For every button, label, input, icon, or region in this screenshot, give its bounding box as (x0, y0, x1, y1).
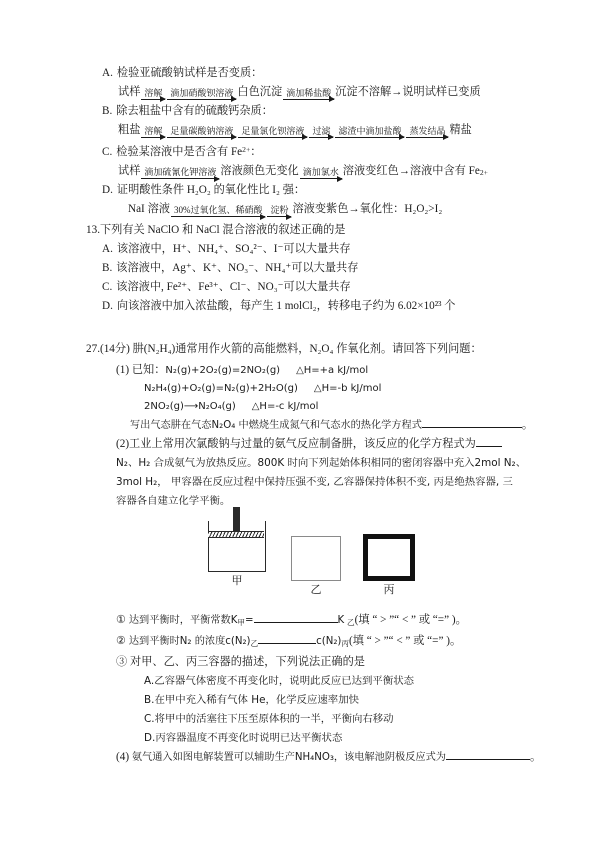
piston-plate-icon (208, 531, 264, 538)
option-text: 在甲中充入稀有气体 He，化学反应速率加快 (154, 694, 359, 707)
option-c-stem (88, 140, 512, 162)
answer-blank[interactable] (258, 643, 316, 644)
sub-3-marker: ③ (116, 656, 128, 669)
equation-row-2 (88, 380, 512, 398)
sub-3-text: 对甲、乙、丙三容器的描述，下列说法正确的是 (130, 656, 365, 669)
sub-3-option-d (88, 729, 512, 748)
option-label: A. (102, 243, 113, 256)
flow-start: 粗盐 (118, 124, 141, 136)
enthalpy-3: △H=-c kJ/mol (251, 401, 319, 413)
option-text: 乙容器气体密度不再变化时，说明此反应已达到平衡状态 (154, 675, 414, 688)
flow-conclusion: 溶液变红色→溶液中含有 Fe (342, 165, 480, 178)
flow-conclusion-charge: 2+ (479, 168, 488, 178)
part-1-prompt: 写出气态肼在气态N₂O₄ 中燃烧生成氮气和气态水的热化学方程式 (130, 420, 422, 432)
answer-blank[interactable] (446, 759, 530, 760)
part-1-prompt-row (88, 416, 534, 435)
page-content (86, 64, 542, 767)
arrow-line (141, 99, 165, 100)
vessel-bing-label: 丙 (383, 584, 395, 597)
equation-3: 2NO₂(g)⟶N₂O₄(g) (144, 401, 236, 413)
enthalpy-1: △H=+a kJ/mol (296, 365, 369, 377)
option-label: C. (144, 713, 155, 726)
answer-blank[interactable] (422, 427, 522, 428)
sub-1-vessel-2: 乙 (347, 618, 355, 628)
sub-2-pre: 达到平衡时N₂ 的浓度c(N₂) (128, 636, 251, 648)
flow-arrow-3 (238, 126, 307, 138)
option-label: D. (102, 300, 113, 313)
sub-2-post: c(N₂) (316, 636, 342, 648)
question-13-stem (86, 221, 512, 240)
option-d-flow (88, 201, 512, 219)
option-a-flow (88, 84, 512, 102)
flow-start: 试样 (118, 165, 141, 178)
question-13-number: 13. (86, 224, 100, 237)
option-text: 丙容器温度不再变化时说明已达平衡状态 (155, 732, 343, 745)
arrow-line (283, 99, 334, 100)
part-3-sub-2 (88, 632, 512, 653)
question-27-score: (14分) (99, 343, 130, 356)
option-b-flow (88, 122, 512, 140)
vessel-diagram (208, 521, 438, 607)
option-a-stem (88, 64, 512, 83)
arrow-line (309, 137, 333, 138)
question-13-option-a (88, 240, 512, 259)
option-c-flow (88, 163, 512, 181)
flow-arrow-2 (167, 126, 236, 138)
option-d-text: 证明酸性条件 H₂O₂ 的氧化性比 I₂ 强： (116, 184, 306, 197)
option-label: B. (144, 694, 155, 707)
flow-condition: 足量氯化钡溶液 (241, 126, 305, 136)
option-text: 该溶液中，Ag⁺、K⁺、NO₃⁻、NH₄⁺可以大量共存 (116, 262, 359, 275)
sub-2-marker: ② (116, 635, 127, 648)
part-2-row (88, 435, 512, 454)
equation-2: N₂H₄(g)+O₂(g)=N₂(g)+2H₂O(g) (144, 383, 298, 395)
part-4-text: 氨气通入如图电解装置可以辅助生产NH₄NO₃，该电解池阴极反应式为 (131, 752, 446, 764)
option-d-stem (88, 181, 512, 200)
flow-arrow-2 (267, 205, 291, 217)
thin-wall-box-icon (291, 536, 341, 581)
flow-start: 试样 (118, 86, 141, 98)
vessel-jia-label: 甲 (231, 575, 243, 588)
arrow-line (171, 216, 266, 217)
sub-1-pre: 达到平衡时，平衡常数K (128, 615, 238, 627)
vessel-jia (208, 521, 266, 588)
part-1-label-row (88, 361, 512, 380)
vessel-bing (363, 534, 415, 597)
flow-arrow-1 (141, 126, 165, 138)
part-1-label: 已知： (131, 364, 166, 377)
sub-1-marker: ① (116, 614, 127, 627)
arrow-line (167, 99, 236, 100)
sub-1-tail: (填 “ > ”“ < ” 或 “=” )。 (354, 614, 467, 627)
flow-condition: 溶解 (144, 88, 163, 98)
option-a-text: 检验亚硫酸钠试样是否变质： (116, 67, 263, 79)
answer-blank[interactable] (254, 622, 338, 623)
option-c-colon: ： (250, 146, 262, 159)
option-c-text: 检验某溶液中是否含有 Fe (116, 146, 243, 159)
sub-3-option-b (88, 691, 512, 710)
equation-1: N₂(g)+2O₂(g)=2NO₂(g) (165, 365, 281, 377)
flow-conclusion: 精盐 (449, 124, 472, 136)
flow-arrow-3 (283, 88, 334, 100)
part-3-line-2: 3mol H₂， 甲容器在反应过程中保持压强不变, 乙容器保持体积不变, 丙是绝热容器, 三 (116, 476, 513, 489)
part-4-period: 。 (530, 751, 542, 764)
option-d-label: D. (102, 184, 113, 197)
arrow-line (141, 137, 165, 138)
sub-1-vessel-1: 甲 (237, 618, 245, 628)
option-text: 向该溶液中加入浓盐酸，每产生 1 molCl₂，转移电子约为 6.02×10²³ 个 (116, 300, 456, 313)
part-4-marker: (4) (116, 751, 130, 764)
flow-condition: 蒸发结晶 (409, 126, 446, 136)
flow-arrow-1 (141, 88, 165, 100)
sub-2-vessel-2: 丙 (341, 639, 350, 649)
part-3-sub-1 (88, 611, 512, 632)
flow-condition: 过滤 (312, 126, 331, 136)
part-1-period: 。 (521, 419, 534, 432)
arrow-line (300, 178, 342, 179)
sub-2-tail: (填 “ > ”“ < ” 或 “=” )。 (349, 635, 462, 648)
piston-rod-icon (233, 507, 240, 532)
flow-product: 白色沉淀 (237, 86, 283, 98)
part-1-marker: (1) (116, 364, 130, 377)
flow-arrow-1 (141, 167, 219, 179)
option-a-label: A. (102, 67, 113, 79)
option-b-stem (88, 102, 512, 121)
equation-row-3 (88, 398, 512, 416)
flow-arrow-1 (171, 205, 266, 217)
sub-3-option-c (88, 710, 512, 729)
flow-arrow-2 (300, 167, 342, 179)
flow-condition: 30%过氧化氢、稀硝酸 (173, 205, 263, 216)
option-label: B. (102, 262, 113, 275)
flow-conclusion: 沉淀不溶解→说明试样已变质 (335, 86, 481, 98)
option-text: 该溶液中，H⁺、NH₄⁺、SO₄²⁻、I⁻可以大量共存 (116, 243, 351, 256)
option-label: C. (102, 281, 113, 294)
flow-condition: 淀粉 (270, 205, 289, 216)
part-2-marker: (2) (116, 438, 130, 451)
arrow-line (167, 137, 236, 138)
flow-arrow-4 (309, 126, 333, 138)
question-13-text: 下列有关 NaClO 和 NaCl 混合溶液的叙述正确的是 (99, 224, 346, 237)
option-text: 将甲中的活塞往下压至原体积的一半，平衡向右移动 (154, 713, 394, 726)
part-3-line-3: 容器各自建立化学平衡。 (116, 495, 231, 508)
arrow-line (141, 178, 219, 179)
enthalpy-2: △H=-b kJ/mol (313, 383, 382, 395)
piston-cylinder-icon (208, 521, 266, 572)
flow-arrow-6 (406, 126, 448, 138)
flow-arrow-2 (167, 88, 236, 100)
question-13-option-c (88, 278, 512, 297)
arrow-line (335, 137, 404, 138)
option-label: A. (144, 675, 155, 688)
flow-condition: 滤渣中滴加盐酸 (338, 126, 402, 136)
flow-condition: 滴加稀盐酸 (286, 88, 332, 98)
flow-condition: 滴加硝酸钡溶液 (170, 88, 234, 98)
arrow-line (238, 137, 307, 138)
option-c-label: C. (102, 146, 113, 159)
option-b-text: 除去粗盐中含有的硫酸钙杂质： (116, 105, 273, 117)
question-27-number: 27. (86, 343, 100, 356)
option-label: D. (144, 732, 156, 745)
flow-condition: 滴加氯水 (302, 167, 339, 178)
answer-blank[interactable] (476, 446, 502, 447)
vessel-yi (291, 536, 341, 597)
part-3-line-1: N₂、H₂ 合成氨气为放热反应。800K 时向下列起始体积相同的密闭容器中充入2mol N₂、 (116, 457, 527, 470)
sub-2-vessel-1: 乙 (250, 639, 259, 649)
option-text: 该溶液中, Fe²⁺、Fe³⁺、Cl⁻、NO₃⁻可以大量共存 (116, 281, 351, 294)
flow-condition: 滴加硫氰化钾溶液 (144, 167, 217, 178)
flow-arrow-5 (335, 126, 404, 138)
arrow-line (406, 137, 448, 138)
option-c-charge: 2+ (242, 145, 251, 154)
option-b-label: B. (102, 105, 113, 117)
thick-wall-insulated-box-icon (363, 534, 415, 581)
question-13-option-d (88, 297, 512, 316)
sub-3-option-a (88, 672, 512, 691)
flow-condition: 足量碳酸钠溶液 (170, 126, 234, 136)
flow-product: 溶液颜色无变化 (220, 165, 299, 178)
part-4-row (88, 748, 542, 767)
question-27-stem (86, 340, 512, 359)
part-2-text: 工业上常用次氯酸钠与过量的氨气反应制备肼，该反应的化学方程式为 (129, 438, 476, 451)
question-27-text: 肼(N₂H₄)通常用作火箭的高能燃料，N₂O₄ 作氧化剂。请回答下列问题： (132, 343, 482, 356)
flow-condition: 溶解 (144, 126, 163, 136)
arrow-line (267, 216, 291, 217)
vessel-yi-label: 乙 (310, 584, 322, 597)
question-13-option-b (88, 259, 512, 278)
part-3-sub-3-stem (88, 653, 512, 672)
flow-start: NaI 溶液 (128, 203, 170, 216)
flow-conclusion: 溶液变紫色→氧化性：H₂O₂>I₂ (292, 203, 443, 216)
sub-1-post-k: K (337, 615, 345, 627)
sub-1-op: = (245, 615, 254, 627)
